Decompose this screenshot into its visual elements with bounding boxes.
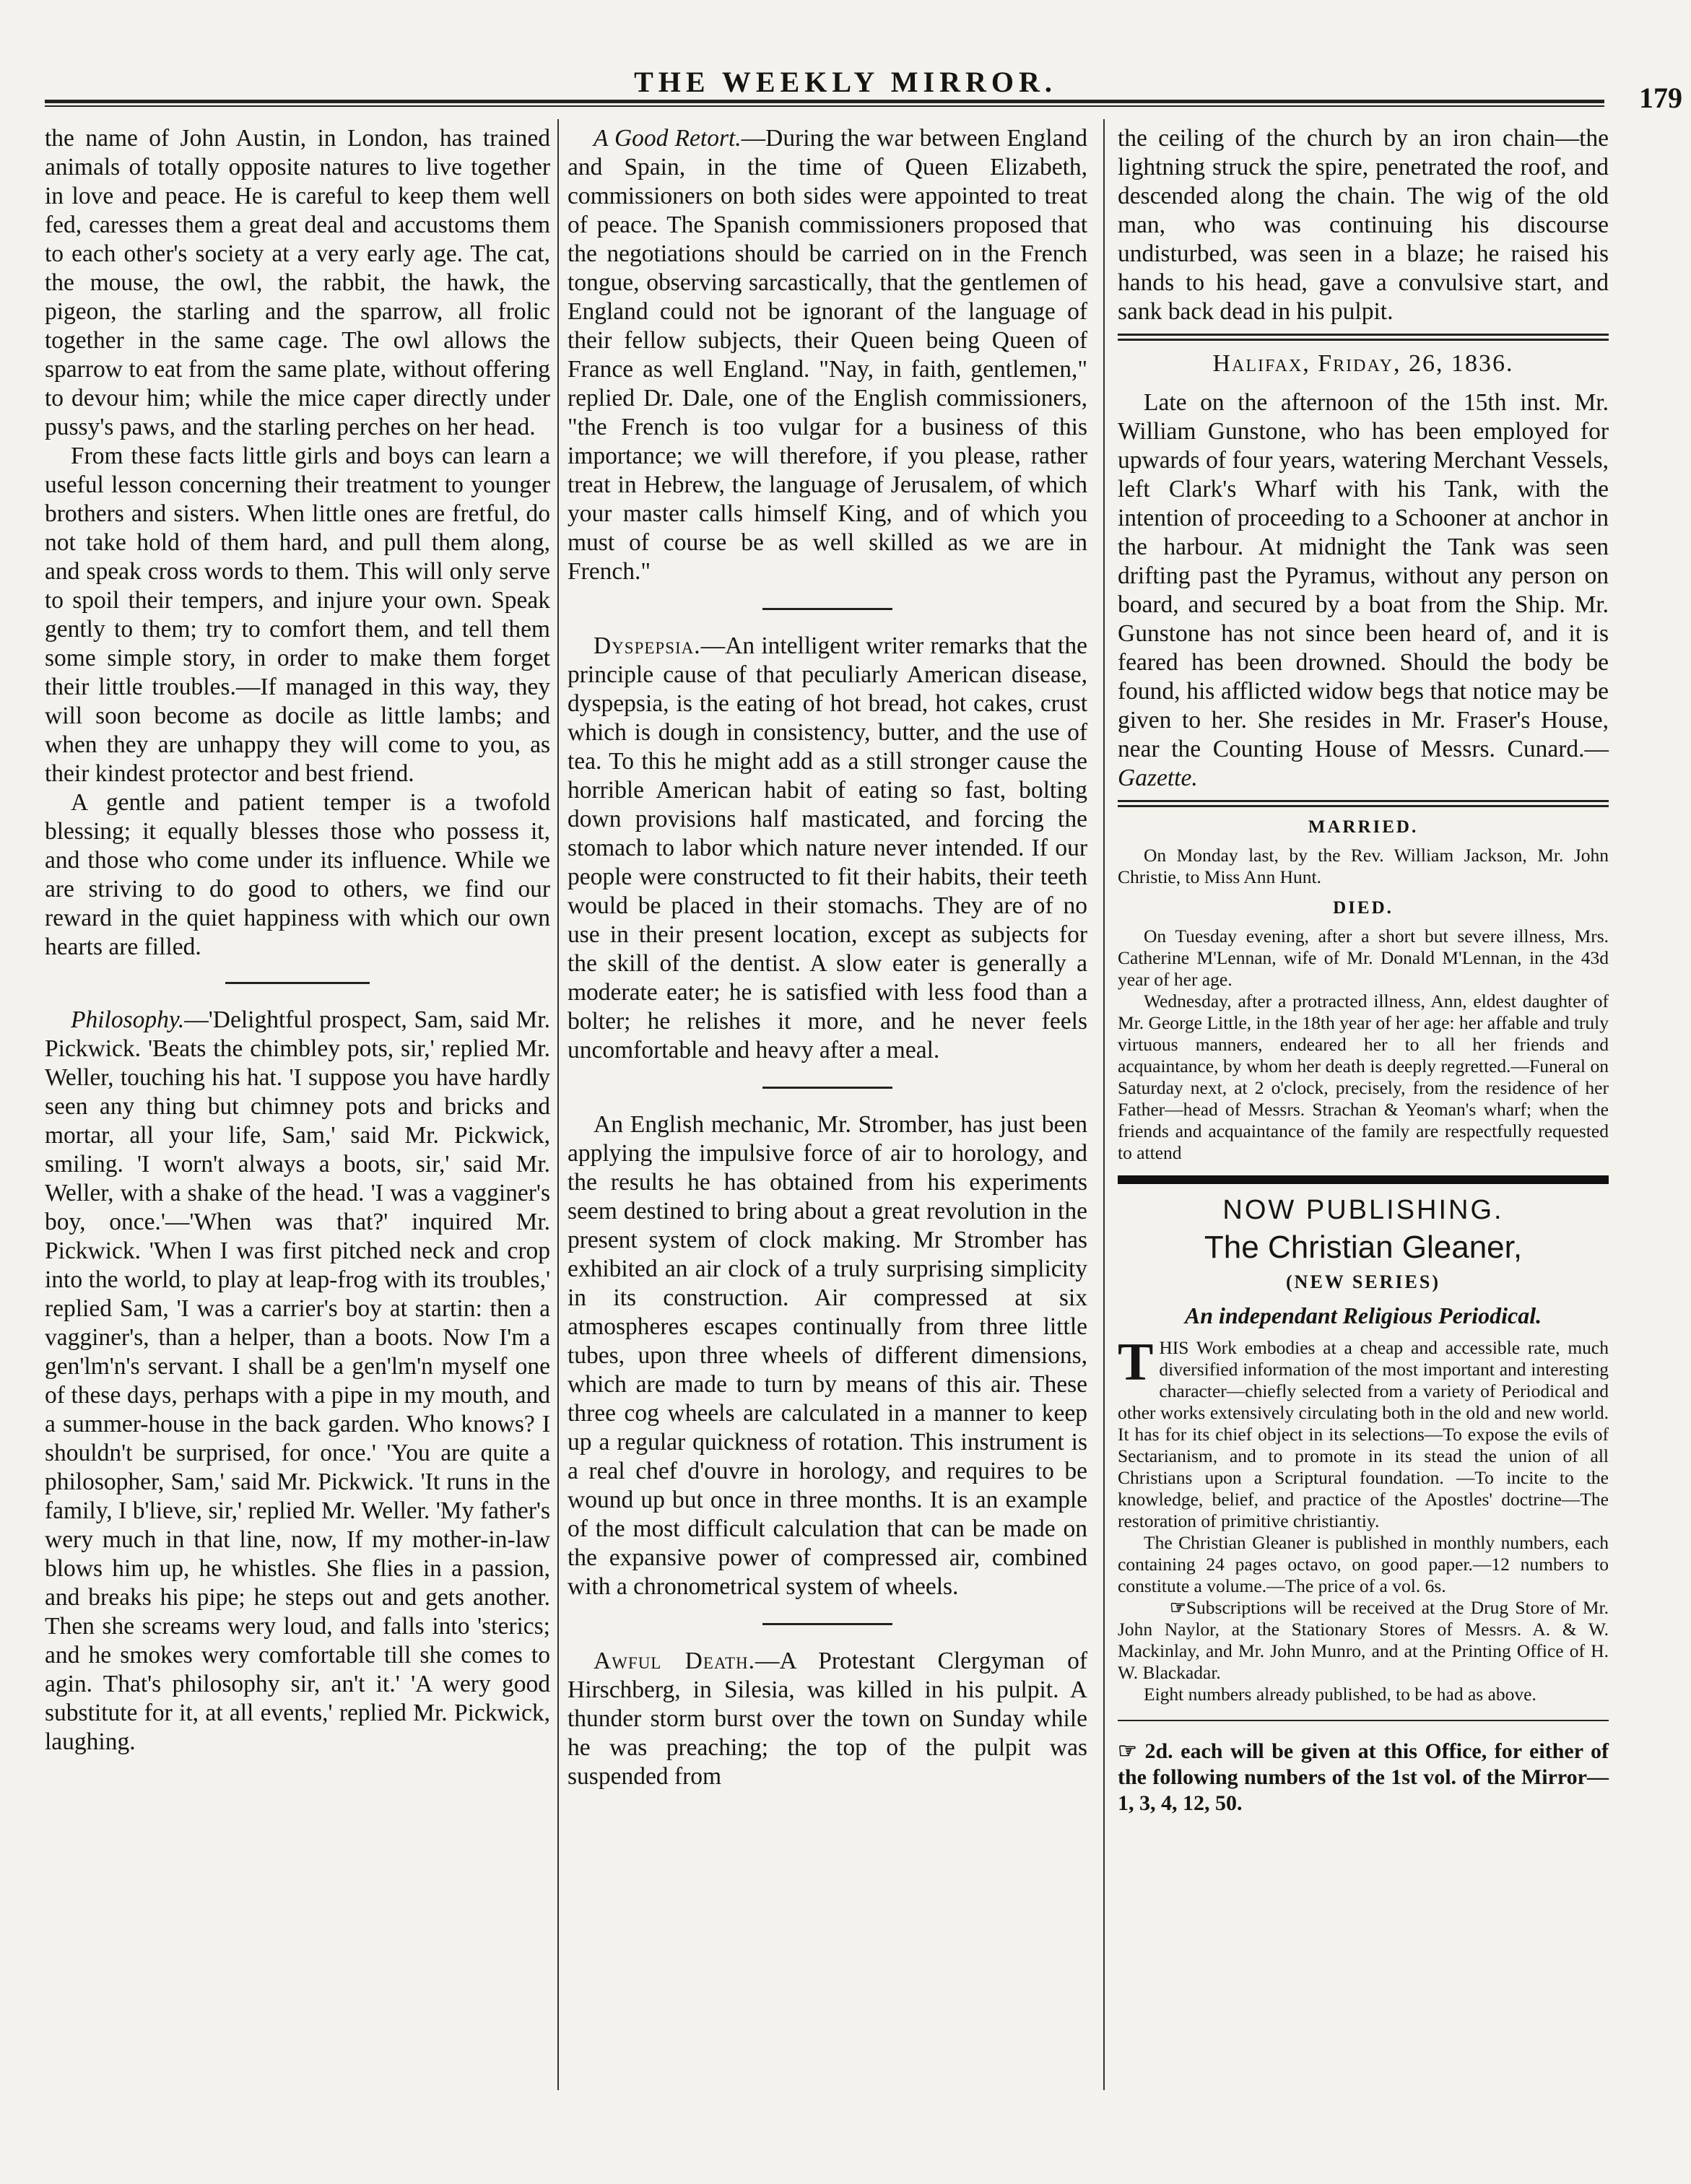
- header-rule: [45, 100, 1604, 103]
- died-notice: On Tuesday evening, after a short but severe illness, Mrs. Catherine M'Lennan, wife of Mr. Donald M'Lennan, in the 43d year of her age.: [1118, 926, 1609, 990]
- advert-now-publishing: NOW PUBLISHING.: [1222, 1195, 1504, 1225]
- advert-series: (NEW SERIES): [1286, 1271, 1440, 1292]
- article-paragraph: A gentle and patient temper is a twofold blessing; it equally blesses those who possess it, and those who come under its influence. While we are striving to do good to others, we find our reward in the quiet happiness with which our own hearts are filled.: [45, 789, 550, 960]
- article-paragraph: the name of John Austin, in London, has trained animals of totally opposite natures to live together in love and peace. He is careful to keep them well fed, caresses them a great deal and accustoms them to each other's society at a very early age. The cat, the mouse, the owl, the rabbit, the hawk, the pigeon, the starling and the sparrow, all frolic together in the same cage. The owl allows the sparrow to eat from the same plate, without offering to devour him; while the mice caper directly under pussy's paws, and the starling perches on her head.: [45, 125, 550, 440]
- article-body: —'Delightful prospect, Sam, said Mr. Pickwick. 'Beats the chimbley pots, sir,' replied Mr. Weller, touching his hat. 'I suppose you have hardly seen any thing but chimney pots and bricks and mortar, all your life, Sam,' said Mr. Pickwick, smiling. 'I worn't always a boots, sir,' said Mr. Weller, with a shake of the head. 'I was a vagginer's boy, once.'—'When was that?' inquired Mr. Pickwick. 'When I was first pitched neck and crop into the world, to play at leap-frog with its troubles,' replied Sam, 'I was a carrier's boy at startin: then a vagginer's, than a helper, than a boots. Now I'm a gen'lm'n's servant. I shall be a gen'lm'n myself one of these days, perhaps with a pipe in my mouth, and a summer-house in the back garden. Who knows? I shouldn't be surprised, for once.' 'You are quite a philosopher, Sam,' said Mr. Pickwick. 'It runs in the family, I b'lieve, sir,' replied Mr. Weller. 'My father's wery much in that line, now, If my mother-in-law blows him up, he whistles. She flies in a passion, and breaks his pipe; he steps out and gets another. Then she screams wery loud, and falls into 'sterics; and he smokes wery comfortable till she comes to agin. That's philosophy sir, an't it.' 'A wery good substitute for it, at all events,' replied Mr. Pickwick, laughing.: [45, 1006, 550, 1755]
- advert-subtitle: An independant Religious Periodical.: [1184, 1302, 1542, 1328]
- page-number: 179: [1639, 82, 1682, 114]
- column-divider: [557, 119, 559, 2090]
- advert-title: The Christian Gleaner,: [1204, 1230, 1523, 1265]
- reward-notice: [1118, 1739, 1609, 1817]
- mechanic-article: An English mechanic, Mr. Stromber, has just been applying the impulsive force of air to horology, and the results he has obtained from his experiments seem destined to bring about a great revolution in the present system of clock making. Mr Stromber has exhibited an air clock of a truly surprising simplicity in its construction. Air compressed at six atmospheres escapes continually from three little tubes, upon three wheels of different dimensions, which are made to turn by means of this air. These three cog wheels are calculated in a manner to keep up a regular quickness of rotation. This instrument is a real chef d'ouvre in horology, and requires to be wound up but once in three months. It is an example of the most difficult calculation that can be made on the expansive power of compressed air, combined with a chronometrical system of wheels.: [568, 1111, 1087, 1600]
- married-notice: On Monday last, by the Rev. William Jackson, Mr. John Christie, to Miss Ann Hunt.: [1118, 845, 1609, 887]
- died-heading: DIED.: [1333, 898, 1394, 918]
- masthead: THE WEEKLY MIRROR.: [634, 66, 1057, 98]
- article-heading: Awful Death.: [594, 1648, 756, 1674]
- dateline: Halifax, Friday, 26, 1836.: [1212, 350, 1514, 377]
- drop-cap: T: [1118, 1333, 1154, 1392]
- advert-text: HIS Work embodies at a cheap and accessible rate, much diversified information of the most important and interesting character—chiefly selected from a variety of Periodical and other works extensively circulating both in the old and new world. It has for its chief object in its selections—To expose the evils of Sectarianism, and to promote in its stead the union of all Christians upon a Scriptural foundation. —To incite to the knowledge, belief, and practice of the Apostles' doctrine—The restoration of primitive christiantiy.: [1118, 1337, 1609, 1531]
- awful-death-article: [568, 1647, 1087, 1791]
- gunstone-notice: Late on the afternoon of the 15th inst. Mr. William Gunstone, who has been employed for upwards of four years, watering Merchant Vessels, left Clark's Wharf with his Tank, with the intention of proceeding to a Schooner at anchor in the harbour. At midnight the Tank was seen drifting past the Pyramus, without any person on board, and secured by a boat from the Ship. Mr. Gunstone has not since been heard of, and it is feared has been drowned. Should the body be found, his afflicted widow begs that notice may be given to her. She resides in Mr. Fraser's House, near the Counting House of Messrs. Cunard.—Gazette.: [1118, 389, 1609, 791]
- source-credit: Gazette.: [1118, 765, 1198, 791]
- column-1: [45, 124, 550, 1757]
- thick-rule: [1118, 1175, 1609, 1184]
- article-body: —An intelligent writer remarks that the principle cause of that peculiarly American disease, dyspepsia, is the eating of hot bread, hot cakes, crust which is dough in consistency, butter, and the use of tea. To this he might add as a still stronger cause the horrible American habit of eating so fast, bolting down provisions half masticated, and forcing the stomach to labor which nature never intended. If our people were constructed to fit their habits, their teeth would be placed in their stomachs. They are of no use in their present location, except as subjects for the skill of the dentist. A slow eater is generally a moderate eater; he is satisfied with less food than a bolter; he relishes it more, and he never feels uncomfortable and heavy after a meal.: [568, 632, 1087, 1063]
- pointing-hand-icon: ☞: [1118, 1739, 1137, 1763]
- section-separator: [762, 1087, 892, 1089]
- article-heading: A Good Retort.: [594, 125, 742, 152]
- pointing-hand-icon: ☞: [1170, 1597, 1186, 1618]
- article-body: —A Protestant Clergyman of Hirschberg, in Silesia, was killed in his pulpit. A thunder storm burst over the town on Sunday while he was preaching; the top of the pulpit was suspended from: [568, 1648, 1087, 1790]
- retort-article: [568, 124, 1087, 586]
- advert-paragraph: [1118, 1597, 1609, 1684]
- notice-text: 2d. each will be given at this Office, for either of the following numbers of the 1st vol. of the Mirror—1, 3, 4, 12, 50.: [1118, 1739, 1609, 1815]
- header-rule-thin: [45, 105, 1604, 107]
- advert-text: Subscriptions will be received at the Drug Store of Mr. John Naylor, at the Stationary Stores of Messrs. A. & W. Mackinlay, and Mr. John Munro, and at the Printing Office of H. W. Blackadar.: [1118, 1597, 1609, 1683]
- rule: [1118, 1720, 1609, 1721]
- died-notice: Wednesday, after a protracted illness, Ann, eldest daughter of Mr. George Little, in the 18th year of her age: her affable and truly virtuous manners, endeared her to all her friends and acquaintance, by whom her death is deeply regretted.—Funeral on Saturday next, at 2 o'clock, precisely, from the residence of her Father—head of Messrs. Strachan & Yeoman's wharf; when the friends and acquaintance of the family are respectfully requested to attend: [1118, 991, 1609, 1163]
- advert-paragraph: The Christian Gleaner is published in monthly numbers, each containing 24 pages octavo, on good paper.—12 numbers to constitute a volume.—The price of a vol. 6s.: [1118, 1532, 1609, 1596]
- double-rule: [1118, 800, 1609, 807]
- column-2: [568, 124, 1087, 1791]
- article-body: Late on the afternoon of the 15th inst. Mr. William Gunstone, who has been employed for upwards of four years, watering Merchant Vessels, left Clark's Wharf with his Tank, with the intention of proceeding to a Schooner at anchor in the harbour. At midnight the Tank was seen drifting past the Pyramus, without any person on board, and secured by a boat from the Ship. Mr. Gunstone has not since been heard of, and it is feared has been drowned. Should the body be found, his afflicted widow begs that notice may be given to her. She resides in Mr. Fraser's House, near the Counting House of Messrs. Cunard.: [1118, 389, 1609, 762]
- advert-paragraph: Eight numbers already published, to be had as above.: [1144, 1684, 1536, 1705]
- column-3: [1118, 124, 1609, 1817]
- article-continuation: the ceiling of the church by an iron chain—the lightning struck the spire, penetrated the roof, and descended along the chain. The wig of the old man, who was continuing his discourse undisturbed, was seen in a blaze; he raised his hands to his head, gave a convulsive start, and sank back dead in his pulpit.: [1118, 125, 1609, 325]
- article-heading: Philosophy.: [71, 1006, 185, 1033]
- column-divider: [1103, 119, 1105, 2090]
- section-separator: [225, 982, 370, 984]
- advert-paragraph: [1118, 1333, 1609, 1532]
- dyspepsia-article: [568, 632, 1087, 1065]
- article-heading: Dyspepsia.: [594, 632, 701, 659]
- married-heading: MARRIED.: [1308, 817, 1419, 837]
- section-separator: [762, 608, 892, 610]
- article-body: —During the war between England and Spain, in the time of Queen Elizabeth, commissioners on both sides were appointed to treat of peace. The Spanish commissioners proposed that the negotiations should be carried on in the French tongue, observing sarcastically, that the gentlemen of England could not be ignorant of the language of their fellow subjects, their Queen being Queen of France as well England. "Nay, in faith, gentlemen," replied Dr. Dale, one of the English commissioners, "the French is too vulgar for a business of this importance; we will therefore, if you please, rather treat in Hebrew, the language of Jerusalem, of which your master calls himself King, and of which you must of course be as well skilled as we are in French.": [568, 125, 1087, 585]
- article-paragraph: From these facts little girls and boys can learn a useful lesson concerning their treatment to younger brothers and sisters. When little ones are fretful, do not take hold of them hard, and pull them along, and speak cross words to them. This will only serve to spoil their tempers, and injure your own. Speak gently to them; try to comfort them, and tell them some simple story, in order to make them forget their little troubles.—If managed in this way, they will soon become as docile as little lambs; and when they are unhappy they will come to you, as their kindest protector and best friend.: [45, 443, 550, 787]
- section-separator: [762, 1623, 892, 1625]
- double-rule: [1118, 334, 1609, 341]
- philosophy-article: [45, 1006, 550, 1757]
